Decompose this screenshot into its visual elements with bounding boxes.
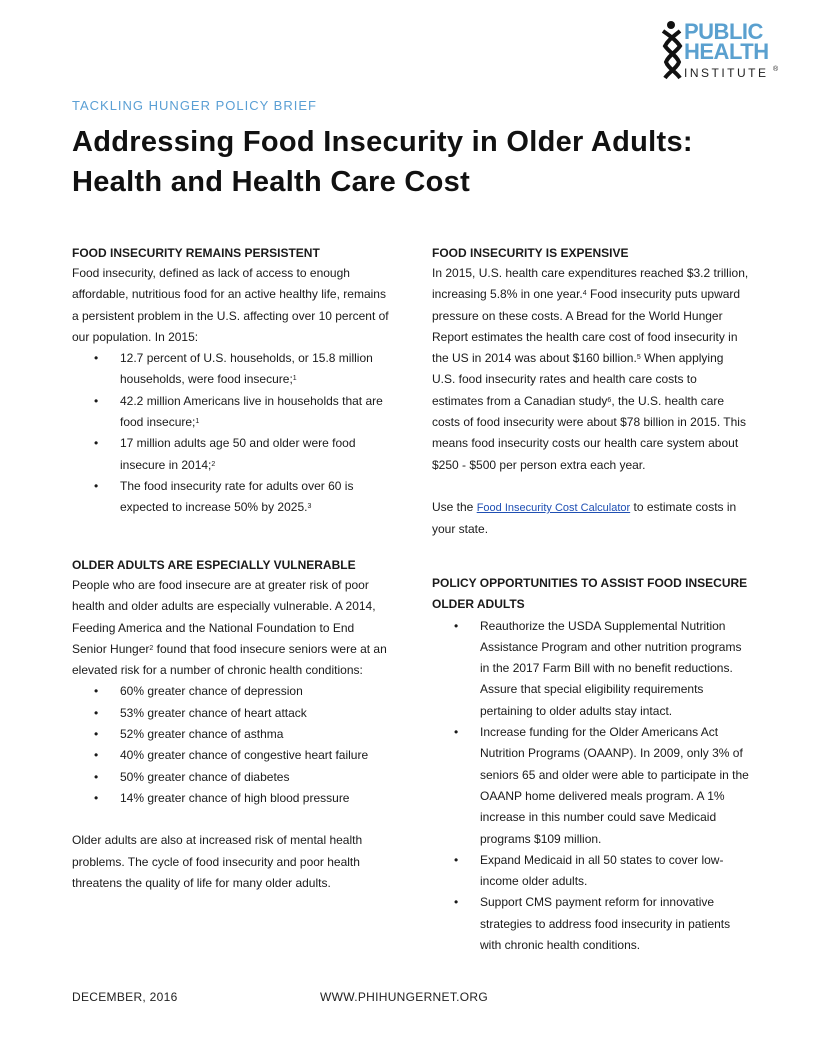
page-title xyxy=(72,122,752,202)
section-intro: Food insecurity, defined as lack of access to enough affordable, nutritious food for an active healthy life, remains a persistent problem in the U.S. affecting over 10 percent of our population. In 2015: xyxy=(72,266,389,344)
risk-list xyxy=(72,681,392,809)
title-line-2: Health and Health Care Cost xyxy=(72,166,471,198)
section-policy xyxy=(432,573,750,956)
section-body: In 2015, U.S. health care expenditures reached $3.2 trillion, increasing 5.8% in one year.$^4$ Food insecurity puts upward pressure on these costs. A Bread for the World Hunger Report estimates the health care cost of food insecurity in the US in 2014 was about $160 billion.$^5$ When applying U.S. food insecurity rates and health care costs to estimates from a Canadian study$^6$, the U.S. health care costs of food insecurity were about $78 billion in 2015. This means food insecurity costs our health care system about $250 - $500 per person extra each year. xyxy=(432,266,749,472)
list-item: • 60% greater chance of depression xyxy=(72,681,392,702)
section-heading-policy: POLICY OPPORTUNITIES TO ASSIST FOOD INSECURE OLDER ADULTS xyxy=(432,576,748,612)
footer-url: WWW.PHIHUNGERNET.ORG xyxy=(320,990,488,1004)
section-heading-expensive: FOOD INSECURITY IS EXPENSIVE xyxy=(432,246,629,260)
section-vulnerable xyxy=(72,555,392,894)
title-line-1: Addressing Food Insecurity in Older Adults: xyxy=(72,126,693,158)
list-item: • The food insecurity rate for adults over 60 is expected to increase 50% by 2025.$^3$ xyxy=(72,476,392,519)
list-item: • 53% greater chance of heart attack xyxy=(72,703,392,724)
helix-figure-icon xyxy=(660,20,686,80)
footnote-ref: 6 xyxy=(607,396,612,404)
list-item: • 42.2 million Americans live in households that are food insecure;$^1$ xyxy=(72,391,392,434)
cost-calculator-link[interactable]: Food Insecurity Cost Calculator xyxy=(476,501,631,514)
list-item: • Increase funding for the Older Americans Act Nutrition Programs (OAANP). In 2009, only 3% of seniors 65 and older were able to participate in the OAANP home delivered meals program. A 1% increase in this number could save Medicaid programs $109 million. xyxy=(432,722,750,850)
footnote-ref: 1 xyxy=(292,375,297,383)
footer-date: DECEMBER, 2016 xyxy=(72,990,178,1004)
calculator-paragraph: Use the Food Insecurity Cost Calculator to estimate costs in your state. xyxy=(432,499,737,537)
list-item: • Reauthorize the USDA Supplemental Nutrition Assistance Program and other nutrition programs in the 2017 Farm Bill with no benefit reductions. Assure that special eligibility requirements pertaining to older adults stay intact. xyxy=(432,616,750,722)
logo-line-institute: INSTITUTE xyxy=(684,66,769,80)
footnote-ref: 5 xyxy=(636,354,641,362)
logo-line-public: PUBLIC xyxy=(684,19,763,44)
list-item: • 40% greater chance of congestive heart failure xyxy=(72,745,392,766)
footnote-ref: 1 xyxy=(195,418,200,426)
list-item: • Expand Medicaid in all 50 states to cover low-income older adults. xyxy=(432,850,750,893)
section-closing: Older adults are also at increased risk of mental health problems. The cycle of food insecurity and poor health threatens the quality of life for many older adults. xyxy=(72,833,363,890)
list-item: • 12.7 percent of U.S. households, or 15.8 million households, were food insecure;$^1$ xyxy=(72,348,392,391)
section-heading-vulnerable: OLDER ADULTS ARE ESPECIALLY VULNERABLE xyxy=(72,558,356,572)
list-item: • 14% greater chance of high blood pressure xyxy=(72,788,392,809)
section-expensive xyxy=(432,243,750,541)
stats-list xyxy=(72,348,392,518)
footnote-ref: 2 xyxy=(211,460,216,468)
logo-registered-mark: ® xyxy=(773,66,779,73)
footnote-ref: 3 xyxy=(307,503,312,511)
policy-list xyxy=(432,616,750,957)
footnote-ref: 4 xyxy=(582,290,587,298)
section-intro: People who are food insecure are at greater risk of poor health and older adults are especially vulnerable. A 2014, Feeding America and the National Foundation to End Senior Hunger$^2$ found that food insecure seniors were at an elevated risk for a number of chronic health conditions: xyxy=(72,578,387,678)
list-item: • 17 million adults age 50 and older were food insecure in 2014;$^2$ xyxy=(72,433,392,476)
list-item: • 50% greater chance of diabetes xyxy=(72,767,392,788)
phi-logo xyxy=(660,20,780,80)
section-heading-persistent: FOOD INSECURITY REMAINS PERSISTENT xyxy=(72,246,320,260)
footnote-ref: 2 xyxy=(149,644,154,652)
logo-line-health: HEALTH xyxy=(684,39,769,64)
section-persistent xyxy=(72,243,392,519)
list-item: • Support CMS payment reform for innovative strategies to address food insecurity in patients with chronic health conditions. xyxy=(432,892,750,956)
list-item: • 52% greater chance of asthma xyxy=(72,724,392,745)
brief-kicker: TACKLING HUNGER POLICY BRIEF xyxy=(72,98,317,113)
